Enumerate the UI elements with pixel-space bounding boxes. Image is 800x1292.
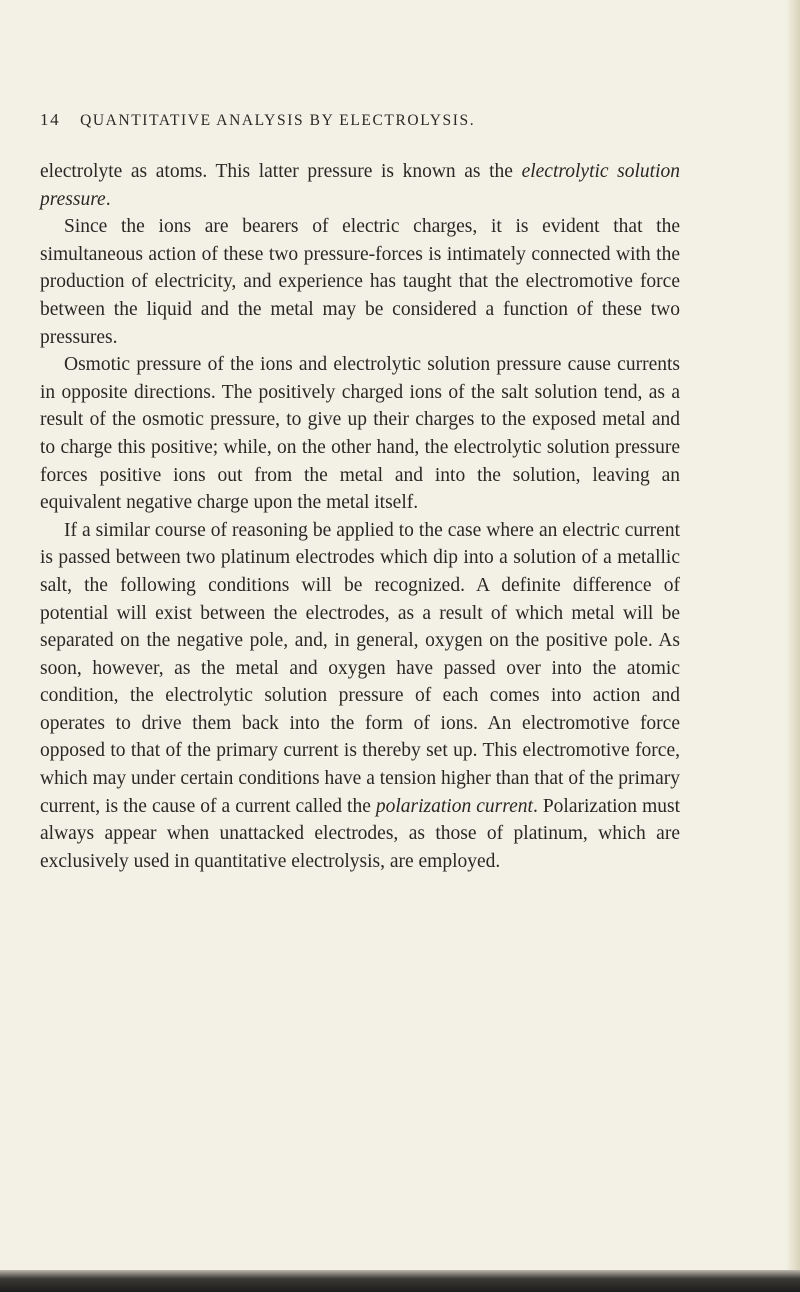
paragraph-text: . (105, 188, 111, 210)
paragraph-continuation (40, 158, 680, 213)
paragraph: Since the ions are bearers of electric charges, it is evident that the simultaneous action of these two pressure-forces is intimately connected with the production of electricity, and experience has taught that the electromotive force between the liquid and the metal may be considered a function of these two pressures. (40, 216, 680, 348)
paragraph-text: . Polarization must always appear when unattacked electrodes, as those of platinum, which are exclusively used in quantitative electrolysis, are employed. (40, 795, 680, 872)
italic-term: polarization current (375, 795, 533, 817)
running-header (40, 110, 680, 138)
paragraph-text: If a similar course of reasoning be applied to the case where an electric current is passed between two platinum electrodes which dip into a solution of a metallic salt, the following conditions will be recognized. A definite difference of potential will exist between the electrodes, as a result of which metal will be separated on the negative pole, and, in general, oxygen on the positive pole. As soon, however, as the metal and oxygen have passed over into the atomic condition, the electrolytic solution pressure of each comes into action and operates to drive them back into the form of ions. An electromotive force opposed to that of the primary current is thereby set up. This electromotive force, which may under certain conditions have a tension higher than that of the primary current, is the cause of a current called the (40, 519, 680, 817)
paragraph-text: electrolyte as atoms. This latter pressure is known as the (40, 161, 522, 182)
page-bottom-edge (0, 1270, 800, 1292)
page-edge (786, 0, 800, 1292)
paragraph: Osmotic pressure of the ions and electrolytic solution pressure cause currents in opposite directions. The positively charged ions of the salt solution tend, as a result of the osmotic pressure, to give up their charges to the exposed metal and to charge this positive; while, on the other hand, the electrolytic solution pressure forces positive ions out from the metal and into the solution, leaving an equivalent negative charge upon the metal itself. (40, 354, 680, 514)
italic-term: electrolytic solution pressure (40, 161, 681, 210)
running-title: QUANTITATIVE ANALYSIS BY ELECTROLYSIS. (80, 112, 476, 129)
paragraph (40, 517, 680, 876)
page-number: 14 (40, 110, 61, 129)
body-text (40, 158, 680, 875)
